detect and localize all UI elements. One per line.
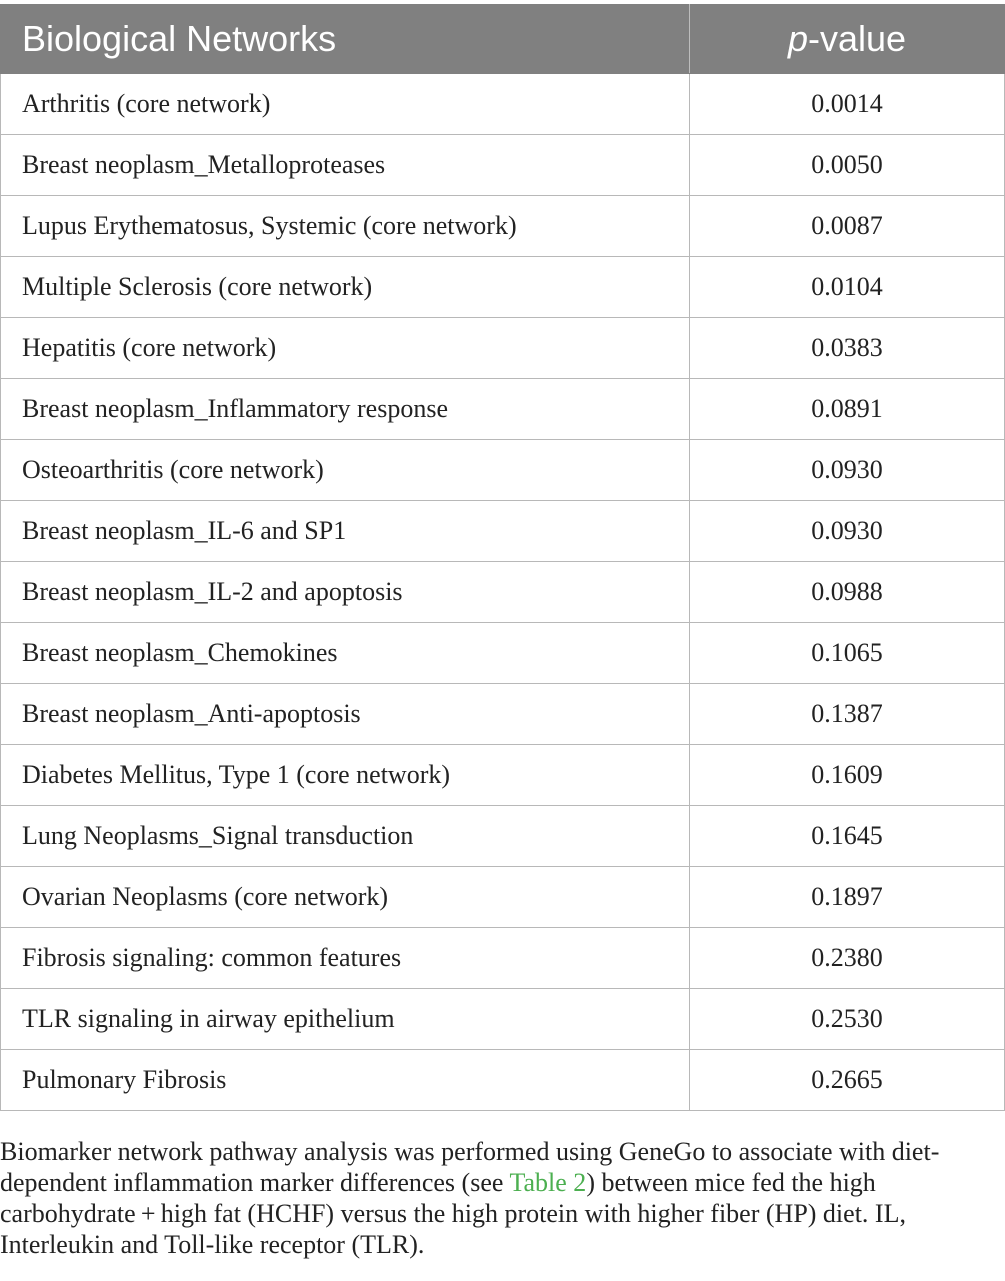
p-value-cell: 0.0930 [690, 501, 1005, 562]
network-name-cell: Hepatitis (core network) [1, 318, 690, 379]
table-row [1, 562, 1005, 623]
table-body [1, 74, 1005, 1111]
p-value-cell: 0.0383 [690, 318, 1005, 379]
network-name-cell: Breast neoplasm_IL-6 and SP1 [1, 501, 690, 562]
table-row [1, 196, 1005, 257]
network-name-cell: Fibrosis signaling: common features [1, 928, 690, 989]
network-name-cell: Ovarian Neoplasms (core network) [1, 867, 690, 928]
network-name-cell: Breast neoplasm_Metalloproteases [1, 135, 690, 196]
table-2-link[interactable]: Table 2 [509, 1168, 587, 1197]
table-row [1, 501, 1005, 562]
network-name-cell: Breast neoplasm_Anti-apoptosis [1, 684, 690, 745]
network-name-cell: Arthritis (core network) [1, 74, 690, 135]
table-row [1, 928, 1005, 989]
network-name-cell: Breast neoplasm_Chemokines [1, 623, 690, 684]
network-name-cell: Lupus Erythematosus, Systemic (core network) [1, 196, 690, 257]
header-biological-networks: Biological Networks [1, 5, 690, 74]
header-p-value [690, 5, 1005, 74]
network-name-cell: TLR signaling in airway epithelium [1, 989, 690, 1050]
p-value-cell: 0.0930 [690, 440, 1005, 501]
caption-text-end: ) between mice fed the high carbohydrate + high fat (HCHF) versus the high protein with higher fiber (HP) diet. IL, Interleukin and Toll-like receptor (TLR). [0, 1168, 906, 1259]
table-row [1, 1050, 1005, 1111]
table-row [1, 257, 1005, 318]
p-value-cell: 0.1609 [690, 745, 1005, 806]
network-name-cell: Osteoarthritis (core network) [1, 440, 690, 501]
p-value-cell: 0.1897 [690, 867, 1005, 928]
p-value-cell: 0.0050 [690, 135, 1005, 196]
p-value-cell: 0.2380 [690, 928, 1005, 989]
table-row [1, 74, 1005, 135]
network-name-cell: Breast neoplasm_Inflammatory response [1, 379, 690, 440]
p-value-cell: 0.1645 [690, 806, 1005, 867]
header-p-italic: p [787, 18, 808, 59]
p-value-cell: 0.1065 [690, 623, 1005, 684]
p-value-cell: 0.0014 [690, 74, 1005, 135]
table-row [1, 318, 1005, 379]
network-name-cell: Breast neoplasm_IL-2 and apoptosis [1, 562, 690, 623]
p-value-cell: 0.2665 [690, 1050, 1005, 1111]
table-row [1, 440, 1005, 501]
table-row [1, 135, 1005, 196]
table-row [1, 379, 1005, 440]
network-name-cell: Lung Neoplasms_Signal transduction [1, 806, 690, 867]
p-value-cell: 0.2530 [690, 989, 1005, 1050]
table-row [1, 867, 1005, 928]
header-p-suffix: -value [807, 18, 907, 59]
table-row [1, 745, 1005, 806]
network-name-cell: Diabetes Mellitus, Type 1 (core network) [1, 745, 690, 806]
table-row [1, 623, 1005, 684]
table-row [1, 684, 1005, 745]
caption-text-start: Biomarker network pathway analysis was performed using GeneGo to associate with diet-dependent inflammation marker differences (see [0, 1137, 940, 1197]
p-value-cell: 0.0087 [690, 196, 1005, 257]
table-header [1, 5, 1005, 74]
p-value-cell: 0.0988 [690, 562, 1005, 623]
p-value-cell: 0.1387 [690, 684, 1005, 745]
p-value-cell: 0.0891 [690, 379, 1005, 440]
p-value-cell: 0.0104 [690, 257, 1005, 318]
network-name-cell: Multiple Sclerosis (core network) [1, 257, 690, 318]
networks-table [0, 4, 1005, 1111]
table-row [1, 989, 1005, 1050]
table-row [1, 806, 1005, 867]
network-name-cell: Pulmonary Fibrosis [1, 1050, 690, 1111]
table-caption [0, 1136, 1000, 1260]
